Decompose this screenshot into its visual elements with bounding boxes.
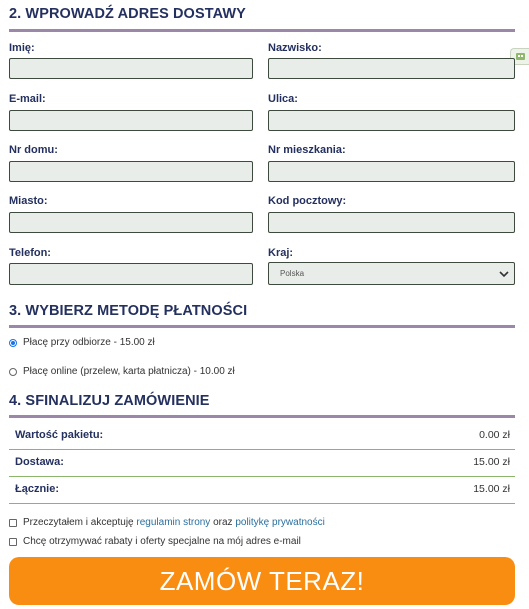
radio-button[interactable]	[9, 368, 17, 376]
newsletter-text: Chcę otrzymywać rabaty i oferty specjalne na mój adres e-mail	[23, 536, 301, 547]
phone-input[interactable]	[9, 263, 253, 285]
newsletter-consent[interactable]	[9, 536, 301, 547]
chevron-down-icon	[498, 268, 510, 280]
apartment-no-input[interactable]	[268, 161, 515, 182]
terms-checkbox[interactable]	[9, 519, 17, 527]
city-input[interactable]	[9, 212, 253, 233]
privacy-link[interactable]: politykę prywatności	[235, 517, 325, 528]
summary-value-package: 0.00 zł	[479, 429, 510, 441]
delivery-section-title: 2. WPROWADŹ ADRES DOSTAWY	[9, 6, 246, 22]
section-divider	[9, 29, 515, 32]
email-input[interactable]	[9, 110, 253, 131]
country-label: Kraj:	[268, 247, 294, 259]
city-label: Miasto:	[9, 195, 48, 207]
street-input[interactable]	[268, 110, 515, 131]
payment-option-online[interactable]	[9, 366, 235, 377]
section-divider	[9, 415, 515, 418]
phone-label: Telefon:	[9, 247, 51, 259]
country-select[interactable]	[268, 262, 515, 285]
summary-divider	[9, 503, 515, 504]
payment-option-cod[interactable]	[9, 337, 155, 348]
summary-value-total: 15.00 zł	[473, 483, 510, 495]
summary-section-title: 4. SFINALIZUJ ZAMÓWIENIE	[9, 393, 210, 409]
payment-option-label: Płacę przy odbiorze - 15.00 zł	[23, 337, 155, 348]
summary-label-shipping: Dostawa:	[15, 456, 64, 468]
last-name-input[interactable]	[268, 58, 515, 79]
house-no-input[interactable]	[9, 161, 253, 182]
radio-button[interactable]	[9, 339, 17, 347]
summary-label-package: Wartość pakietu:	[15, 429, 104, 441]
street-label: Ulica:	[268, 93, 298, 105]
email-label: E-mail:	[9, 93, 46, 105]
terms-mid: oraz	[213, 517, 233, 528]
postal-code-label: Kod pocztowy:	[268, 195, 347, 207]
terms-link[interactable]: regulamin strony	[136, 517, 211, 528]
last-name-label: Nazwisko:	[268, 42, 322, 54]
order-now-button[interactable]: ZAMÓW TERAZ!	[9, 557, 515, 605]
apartment-no-label: Nr mieszkania:	[268, 144, 346, 156]
terms-consent[interactable]	[9, 517, 325, 528]
summary-value-shipping: 15.00 zł	[473, 456, 510, 468]
country-select-value: Polska	[280, 269, 305, 278]
summary-label-total: Łącznie:	[15, 483, 60, 495]
payment-section-title: 3. WYBIERZ METODĘ PŁATNOŚCI	[9, 303, 248, 319]
newsletter-checkbox[interactable]	[9, 538, 17, 546]
summary-divider	[9, 476, 515, 477]
house-no-label: Nr domu:	[9, 144, 58, 156]
summary-divider	[9, 449, 515, 450]
payment-option-label: Płacę online (przelew, karta płatnicza) - 10.00 zł	[23, 366, 235, 377]
terms-text: Przeczytałem i akceptuję	[23, 517, 134, 528]
first-name-label: Imię:	[9, 42, 35, 54]
first-name-input[interactable]	[9, 58, 253, 79]
postal-code-input[interactable]	[268, 212, 515, 233]
section-divider	[9, 325, 515, 328]
